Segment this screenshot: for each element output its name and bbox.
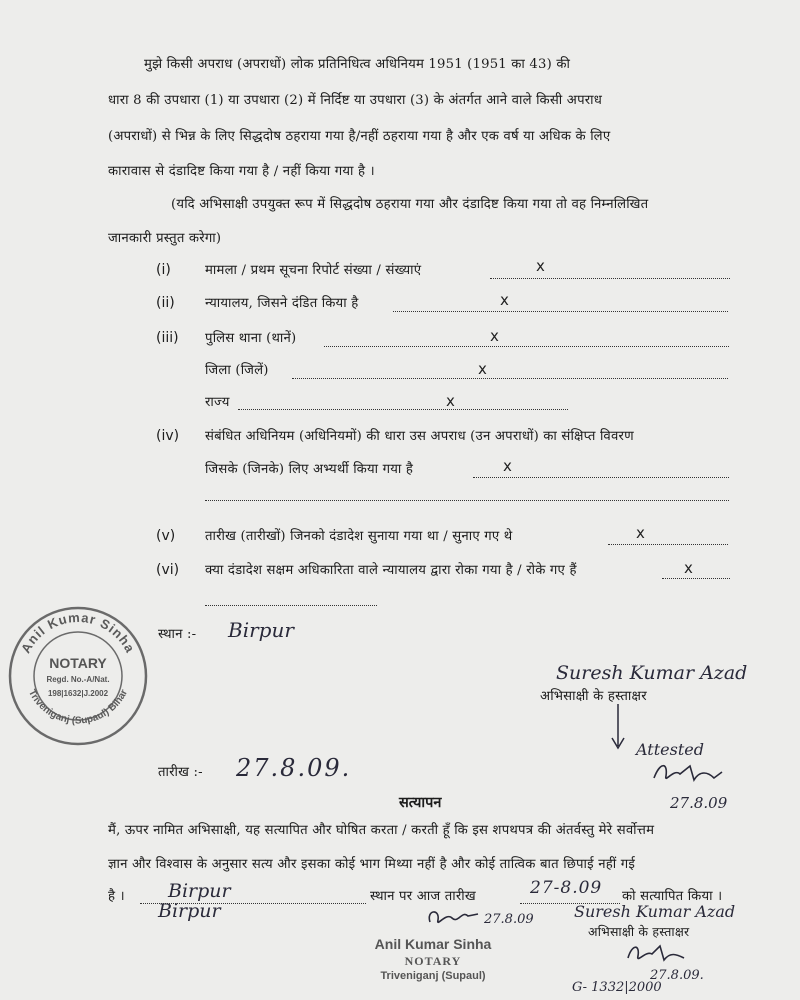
item-vi-cross-mark: x	[684, 559, 693, 577]
item-iii-district-cross-mark: x	[478, 360, 487, 378]
bottom-left-signature: Birpur	[158, 900, 221, 922]
item-ii-label: न्यायालय, जिसने दंडित किया है	[205, 296, 359, 311]
para1-line4: कारावास से दंडादिष्ट किया गया है / नहीं किया गया है ।	[108, 164, 375, 179]
item-iv-label-1: संबंधित अधिनियम (अधिनियमों) की धारा उस अपराध (उन अपराधों) का संक्षिप्त विवरण	[205, 429, 634, 444]
verification-line3-mid: स्थान पर आज तारीख	[370, 889, 476, 904]
verification-heading: सत्यापन	[399, 794, 442, 811]
verification-place-handwritten: Birpur	[168, 880, 231, 902]
item-vi-blank-1	[662, 578, 730, 579]
handwritten-arrow	[610, 702, 630, 750]
item-iv-number: (iv)	[156, 428, 180, 444]
date-label: तारीख :-	[158, 765, 203, 780]
notary-print-title: NOTARY	[404, 954, 462, 968]
notary-signature-bottom	[424, 904, 484, 932]
item-v-cross-mark: x	[636, 524, 645, 542]
item-iv-label-2: जिसके (जिनके) लिए अभ्यर्थी किया गया है	[205, 462, 414, 477]
stamp-bottom-text: Triveniganj (Supaul) Bihar	[25, 687, 131, 727]
item-ii-cross-mark: x	[500, 291, 509, 309]
notary-print-place: Triveniganj (Supaul)	[380, 970, 486, 982]
item-iv-blank-2	[205, 500, 729, 501]
item-vi-blank-2	[205, 605, 377, 606]
item-iii-police-cross-mark: x	[490, 327, 499, 345]
date-handwritten: 27.8.09.	[236, 754, 352, 782]
item-iii-label-police: पुलिस थाना (थानें)	[205, 331, 297, 346]
notary-round-stamp	[4, 602, 152, 750]
notary-print-name: Anil Kumar Sinha	[374, 936, 492, 952]
stamp-center-text: NOTARY	[49, 655, 107, 671]
notary-signature-bottom-right	[624, 940, 694, 968]
verification-line3-prefix: है ।	[108, 889, 125, 904]
item-i-label: मामला / प्रथम सूचना रिपोर्ट संख्या / संख्याएं	[205, 263, 422, 278]
item-iii-police-blank	[324, 346, 729, 347]
stamp-regd-text: Regd. No.-A/Nat.	[46, 675, 110, 684]
registration-number-handwritten: G- 1332|2000	[572, 980, 662, 995]
item-v-label: तारीख (तारीखों) जिनको दंडादेश सुनाया गया था / सुनाए गए थे	[205, 529, 513, 544]
place-label: स्थान :-	[158, 627, 197, 642]
item-ii-blank	[393, 311, 728, 312]
item-i-cross-mark: x	[536, 257, 545, 275]
item-iii-district-blank	[292, 378, 728, 379]
bottom-deponent-caption: अभिसाक्षी के हस्ताक्षर	[588, 924, 690, 939]
item-iii-state-blank	[238, 409, 568, 410]
deponent-signature: Suresh Kumar Azad	[556, 662, 748, 684]
place-handwritten: Birpur	[228, 618, 294, 642]
attest-date-handwritten: 27.8.09	[670, 794, 728, 812]
notary-signature-right	[650, 758, 730, 788]
deponent-signature-caption: अभिसाक्षी के हस्ताक्षर	[540, 689, 647, 704]
verification-line3-suffix: को सत्यापित किया ।	[622, 889, 723, 904]
item-v-number: (v)	[156, 528, 176, 544]
notary-signature-date: 27.8.09	[484, 912, 534, 927]
para1-line1: मुझे किसी अपराध (अपराधों) लोक प्रतिनिधित्व अधिनियम 1951 (1951 का 43) की	[144, 57, 571, 72]
verification-date-handwritten: 27-8.09	[530, 878, 603, 898]
para2-line2: जानकारी प्रस्तुत करेगा)	[108, 231, 222, 246]
attest-handwritten: Attested	[636, 740, 704, 759]
stamp-number-text: 198|1632|J.2002	[47, 689, 109, 698]
item-iii-state-cross-mark: x	[446, 392, 455, 410]
bottom-deponent-signature: Suresh Kumar Azad	[574, 902, 736, 921]
stamp-top-text: Anil Kumar Sinha	[17, 609, 139, 656]
item-vi-number: (vi)	[156, 562, 180, 578]
verification-line2: ज्ञान और विश्वास के अनुसार सत्य और इसका कोई भाग मिथ्या नहीं है और कोई तात्विक बात छिपाई नहीं गई	[108, 857, 636, 872]
para1-line2: धारा 8 की उपधारा (1) या उपधारा (2) में निर्दिष्ट या उपधारा (3) के अंतर्गत आने वाले किसी अपराध	[108, 93, 603, 108]
item-v-blank	[608, 544, 728, 545]
verification-line1: मैं, ऊपर नामित अभिसाक्षी, यह सत्यापित और घोषित करता / करती हूँ कि इस शपथपत्र की अंतर्वस्तु मेरे सर्वोत्तम	[108, 823, 655, 838]
item-i-blank	[490, 278, 730, 279]
item-vi-label: क्या दंडादेश सक्षम अधिकारिता वाले न्यायालय द्वारा रोका गया है / रोके गए हैं	[205, 563, 577, 578]
bottom-date-handwritten: 27.8.09.	[650, 968, 704, 983]
item-iii-label-district: जिला (जिलें)	[205, 363, 269, 378]
item-iii-number: (iii)	[156, 330, 179, 346]
item-iii-label-state: राज्य	[205, 395, 230, 410]
item-i-number: (i)	[156, 262, 171, 278]
item-iv-blank-1	[473, 477, 729, 478]
para2-line1: (यदि अभिसाक्षी उपयुक्त रूप में सिद्धदोष ठहराया गया और दंडादिष्ट किया गया तो वह निम्नलिखित	[171, 197, 649, 212]
item-iv-cross-mark: x	[503, 457, 512, 475]
para1-line3: (अपराधों) से भिन्न के लिए सिद्धदोष ठहराया गया है/नहीं ठहराया गया है और एक वर्ष या अधिक के लिए	[108, 129, 611, 144]
item-ii-number: (ii)	[156, 295, 175, 311]
